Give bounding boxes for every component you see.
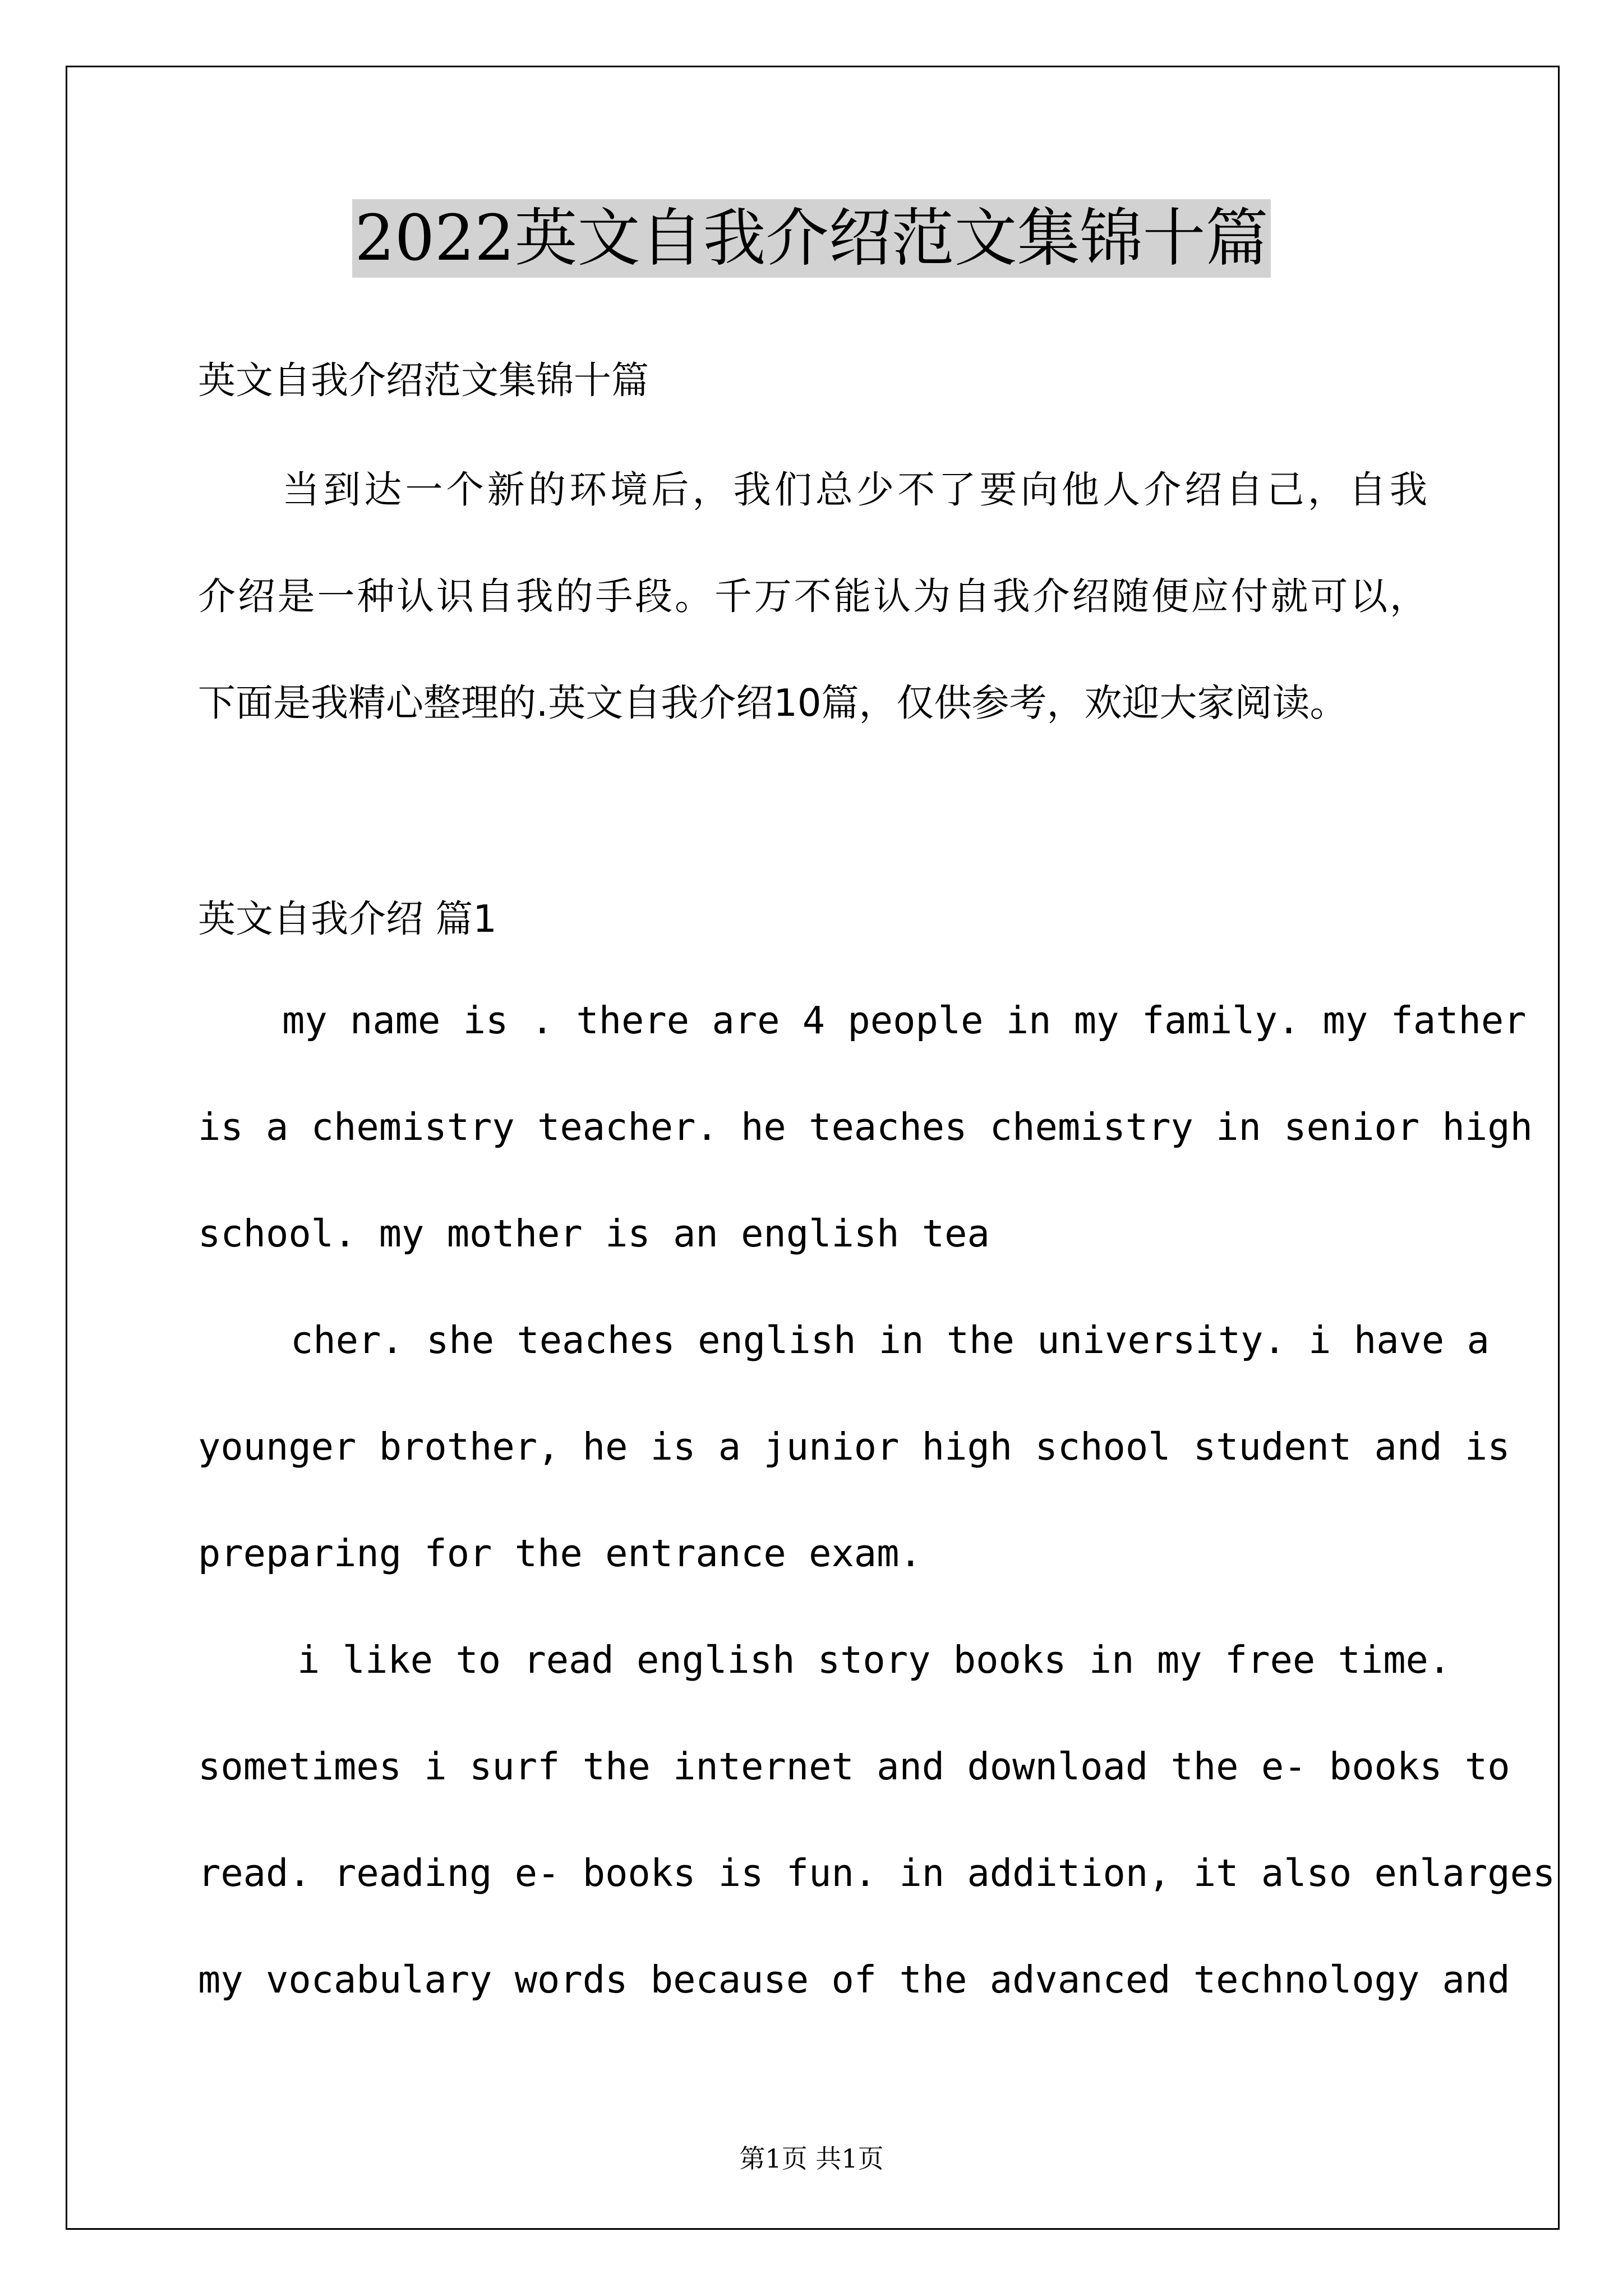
intro-line-1: 当到达一个新的环境后，我们总少不了要向他人介绍自己，自我 <box>282 468 1427 512</box>
paragraph-line: read. reading e- books is fun. in addition, it also enlarges <box>198 1851 1556 1895</box>
paragraph-line: sometimes i surf the internet and download the e- books to <box>198 1745 1510 1788</box>
title-container <box>0 199 1623 278</box>
paragraph-line: my name is . there are 4 people in my family. my father <box>282 999 1527 1042</box>
paragraph-line: preparing for the entrance exam. <box>198 1531 922 1575</box>
paragraph-line: younger brother, he is a junior high school student and is <box>198 1425 1510 1469</box>
paragraph-line: is a chemistry teacher. he teaches chemistry in senior high <box>198 1105 1533 1149</box>
paragraph-line: school. my mother is an english tea <box>198 1212 990 1255</box>
document-title: 2022英文自我介绍范文集锦十篇 <box>352 199 1270 278</box>
paragraph-line: i like to read english story books in my free time. <box>297 1638 1451 1682</box>
paragraph-line: cher. she teaches english in the university. i have a <box>291 1318 1490 1362</box>
section-heading: 英文自我介绍 篇1 <box>198 897 497 941</box>
intro-line-3: 下面是我精心整理的.英文自我介绍10篇，仅供参考，欢迎大家阅读。 <box>198 681 1348 725</box>
document-subtitle: 英文自我介绍范文集锦十篇 <box>198 358 649 402</box>
intro-line-2: 介绍是一种认识自我的手段。千万不能认为自我介绍随便应付就可以， <box>198 574 1427 618</box>
paragraph-line: my vocabulary words because of the advanced technology and <box>198 1958 1510 2001</box>
page-footer: 第1页 共1页 <box>739 2143 884 2174</box>
